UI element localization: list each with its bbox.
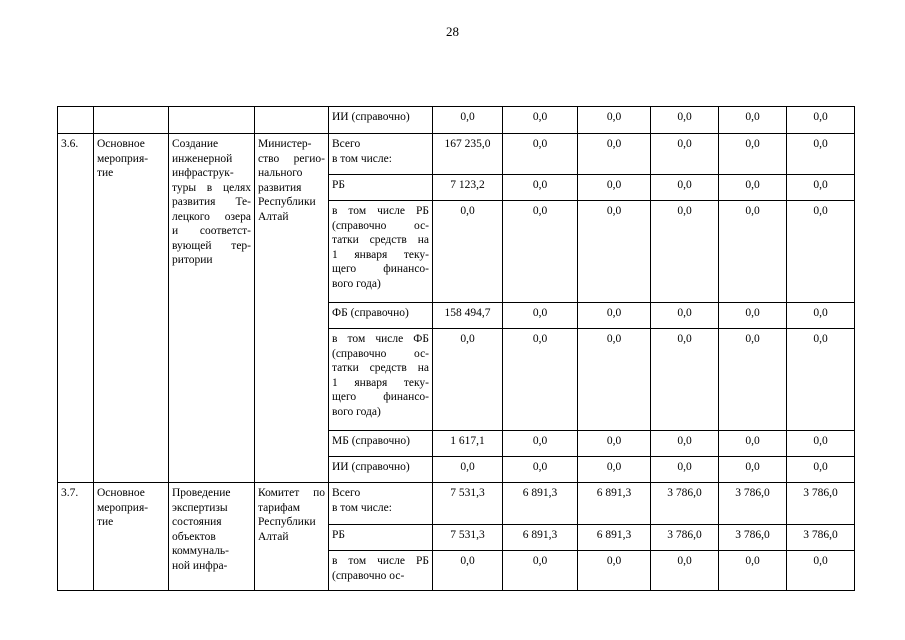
text-line: 1 января теку-	[332, 248, 429, 261]
value-cell: 0,0	[503, 457, 578, 483]
value-cell: 3 786,0	[787, 483, 855, 525]
value-cell: 0,0	[503, 551, 578, 591]
value-cell: 0,0	[503, 303, 578, 329]
text-line: Создание	[172, 138, 219, 150]
page-number: 28	[446, 24, 459, 39]
text-line: ритории	[172, 254, 213, 266]
value-cell: 0,0	[787, 551, 855, 591]
text-line: в том числе:	[332, 152, 392, 165]
text-line: 1 января теку-	[332, 376, 429, 389]
value-cell: 0,0	[787, 457, 855, 483]
text-line: МБ (справочно)	[332, 435, 410, 447]
text-line: Комитет по	[258, 487, 325, 499]
value-cell: 7 531,3	[433, 525, 503, 551]
text-line: тие	[97, 516, 114, 528]
value-cell: 0,0	[578, 431, 651, 457]
event-name-cell	[169, 134, 255, 483]
text-line: РБ	[332, 179, 345, 191]
text-line: ИИ (справочно)	[332, 461, 410, 473]
text-line: и соответст-	[172, 225, 251, 237]
text-line: тие	[97, 167, 114, 179]
value-cell: 7 123,2	[433, 175, 503, 201]
value-cell: 0,0	[651, 551, 719, 591]
text-line: вого года)	[332, 277, 381, 290]
value-cell: 0,0	[787, 303, 855, 329]
funding-source-cell	[329, 201, 433, 303]
value-cell: 0,0	[719, 107, 787, 134]
event-name-cell	[169, 483, 255, 591]
value-cell: 3 786,0	[651, 483, 719, 525]
value-cell: 3 786,0	[787, 525, 855, 551]
organization-cell	[255, 483, 329, 591]
value-cell: 0,0	[719, 175, 787, 201]
text-line: (справочно ос-	[332, 569, 405, 582]
row-number-cell: 3.7.	[58, 483, 94, 591]
text-line: вого года)	[332, 405, 381, 418]
funding-source-cell	[329, 134, 433, 175]
event-type-cell	[94, 107, 169, 134]
text-line: в том числе РБ	[332, 205, 429, 217]
value-cell: 0,0	[578, 107, 651, 134]
value-cell: 6 891,3	[578, 525, 651, 551]
budget-table	[57, 106, 855, 591]
value-cell: 0,0	[651, 107, 719, 134]
text-line: состояния	[172, 516, 222, 528]
text-line: тарифам	[258, 501, 301, 514]
value-cell: 0,0	[503, 431, 578, 457]
value-cell: 6 891,3	[503, 483, 578, 525]
text-line: Проведение	[172, 487, 231, 499]
text-line: (справочно ос-	[332, 219, 429, 232]
event-name-cell	[169, 107, 255, 134]
value-cell: 0,0	[787, 107, 855, 134]
funding-source-cell	[329, 525, 433, 551]
value-cell: 0,0	[578, 457, 651, 483]
text-line: Республики	[258, 196, 316, 208]
organization-cell	[255, 107, 329, 134]
value-cell: 0,0	[578, 175, 651, 201]
event-type-cell	[94, 483, 169, 591]
text-line: нального	[258, 167, 303, 179]
text-line: коммуналь-	[172, 545, 230, 557]
text-line: объектов	[172, 530, 216, 543]
row-number-cell: 3.6.	[58, 134, 94, 483]
text-line: татки средств на	[332, 362, 429, 374]
value-cell: 0,0	[719, 457, 787, 483]
row-number-cell	[58, 107, 94, 134]
value-cell: 0,0	[651, 431, 719, 457]
value-cell: 0,0	[787, 201, 855, 303]
funding-source-cell	[329, 431, 433, 457]
value-cell: 6 891,3	[503, 525, 578, 551]
value-cell: 0,0	[719, 134, 787, 175]
value-cell: 6 891,3	[578, 483, 651, 525]
value-cell: 0,0	[651, 134, 719, 175]
funding-source-cell	[329, 329, 433, 431]
value-cell: 0,0	[651, 457, 719, 483]
value-cell: 0,0	[787, 175, 855, 201]
text-line: Алтай	[258, 210, 289, 223]
value-cell: 0,0	[578, 551, 651, 591]
text-line: инженерной	[172, 152, 233, 165]
text-line: в том числе:	[332, 501, 392, 514]
text-line: ной инфра-	[172, 559, 228, 572]
text-line: развития	[258, 181, 302, 194]
text-line: Всего	[332, 138, 361, 150]
value-cell: 0,0	[433, 551, 503, 591]
value-cell: 7 531,3	[433, 483, 503, 525]
value-cell: 0,0	[578, 201, 651, 303]
funding-source-cell	[329, 457, 433, 483]
text-line: ФБ (справочно)	[332, 307, 409, 319]
text-line: Министер-	[258, 138, 312, 150]
table-row	[58, 134, 855, 175]
funding-source-cell: ИИ (справочно)	[329, 107, 433, 134]
funding-source-cell	[329, 303, 433, 329]
value-cell: 0,0	[578, 303, 651, 329]
value-cell: 0,0	[503, 201, 578, 303]
text-line: татки средств на	[332, 234, 429, 246]
organization-cell	[255, 134, 329, 483]
text-line: Республики	[258, 516, 316, 528]
funding-source-cell	[329, 175, 433, 201]
value-cell: 0,0	[719, 431, 787, 457]
value-cell: 0,0	[433, 201, 503, 303]
text-line: в том числе РБ	[332, 555, 429, 567]
text-line: РБ	[332, 529, 345, 541]
text-line: экспертизы	[172, 501, 228, 514]
value-cell: 0,0	[787, 134, 855, 175]
value-cell: 158 494,7	[433, 303, 503, 329]
value-cell: 0,0	[433, 457, 503, 483]
text-line: Основное	[97, 138, 145, 150]
value-cell: 3 786,0	[719, 483, 787, 525]
funding-source-cell	[329, 483, 433, 525]
text-line: ство регио-	[258, 152, 325, 165]
value-cell: 0,0	[503, 175, 578, 201]
text-line: инфраструк-	[172, 167, 234, 179]
text-line: развития Те-	[172, 196, 251, 208]
value-cell: 0,0	[719, 303, 787, 329]
value-cell: 1 617,1	[433, 431, 503, 457]
value-cell: 0,0	[719, 551, 787, 591]
text-line: вующей тер-	[172, 239, 251, 252]
value-cell: 0,0	[651, 329, 719, 431]
text-line: лецкого озера	[172, 210, 251, 223]
value-cell: 167 235,0	[433, 134, 503, 175]
value-cell: 0,0	[503, 107, 578, 134]
event-type-cell	[94, 134, 169, 483]
text-line: (справочно ос-	[332, 347, 429, 360]
value-cell: 0,0	[651, 201, 719, 303]
value-cell: 0,0	[651, 175, 719, 201]
value-cell: 3 786,0	[651, 525, 719, 551]
value-cell: 0,0	[651, 303, 719, 329]
table-row	[58, 483, 855, 525]
text-line: в том числе ФБ	[332, 333, 429, 345]
text-line: щего финансо-	[332, 263, 429, 275]
text-line: Всего	[332, 487, 361, 499]
text-line: мероприя-	[97, 501, 149, 514]
text-line: туры в целях	[172, 181, 251, 194]
table-row	[58, 107, 855, 134]
text-line: Основное	[97, 487, 145, 499]
text-line: Алтай	[258, 530, 289, 543]
text-line: щего финансо-	[332, 391, 429, 403]
value-cell: 0,0	[719, 329, 787, 431]
value-cell: 0,0	[503, 329, 578, 431]
funding-source-cell	[329, 551, 433, 591]
value-cell: 3 786,0	[719, 525, 787, 551]
text-line: мероприя-	[97, 152, 149, 165]
table-body	[58, 107, 855, 591]
value-cell: 0,0	[433, 107, 503, 134]
value-cell: 0,0	[578, 329, 651, 431]
value-cell: 0,0	[787, 431, 855, 457]
value-cell: 0,0	[787, 329, 855, 431]
value-cell: 0,0	[719, 201, 787, 303]
value-cell: 0,0	[578, 134, 651, 175]
value-cell: 0,0	[433, 329, 503, 431]
value-cell: 0,0	[503, 134, 578, 175]
